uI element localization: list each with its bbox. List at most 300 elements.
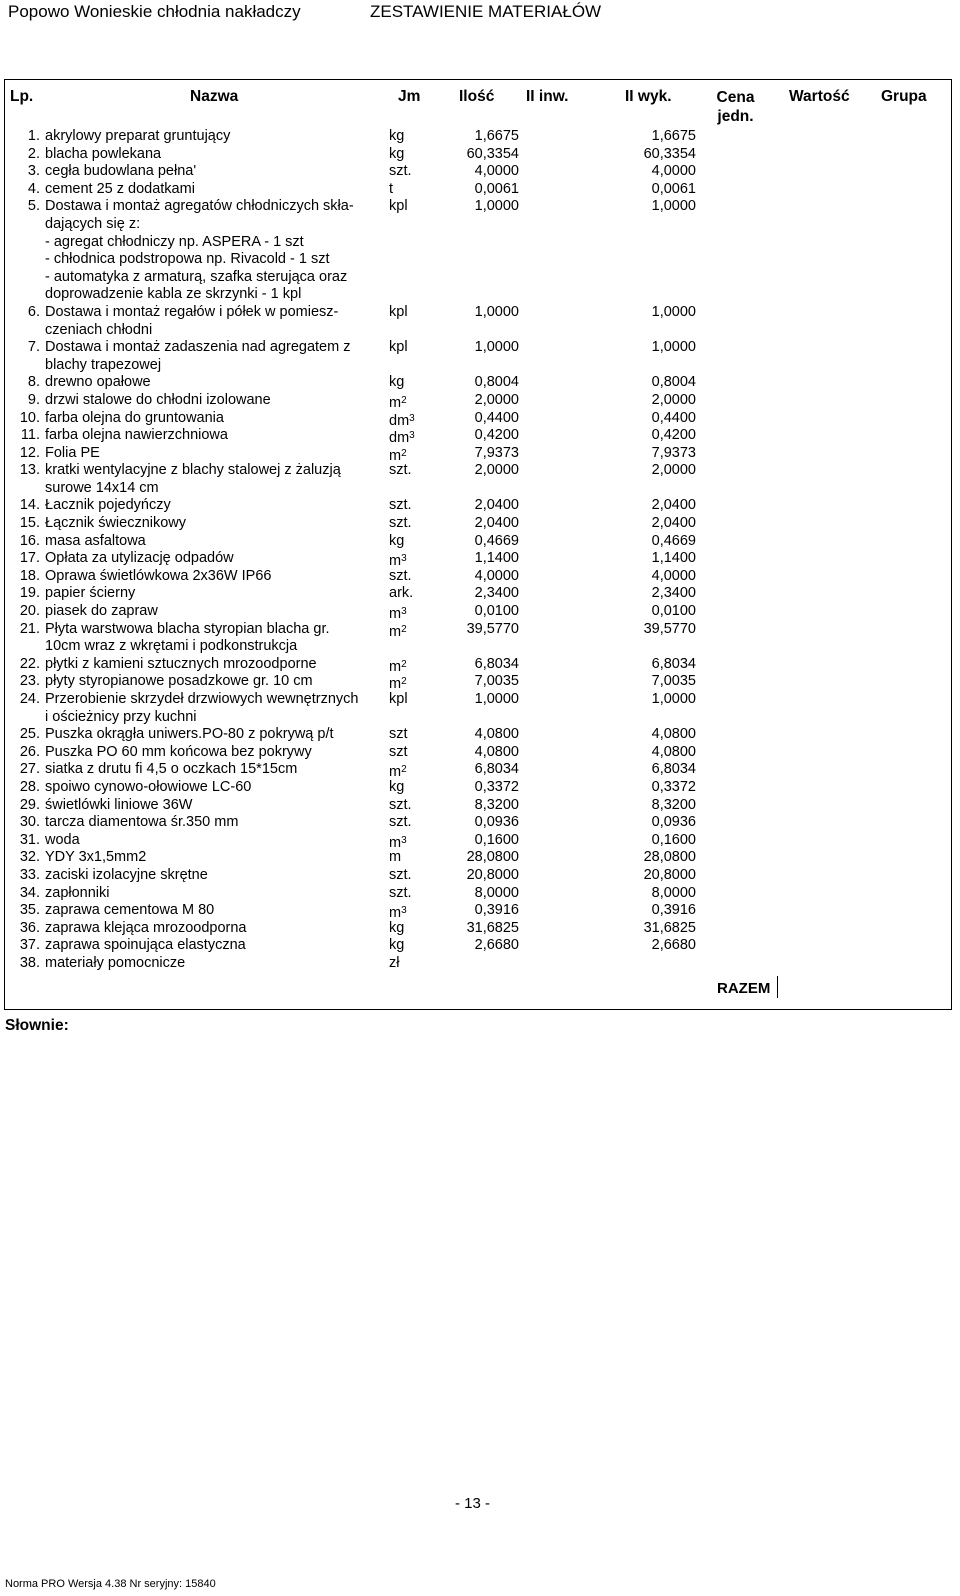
row-ilosc: 1,0000 (474, 303, 519, 320)
row-jm (389, 198, 408, 216)
row-lp: 12. (19, 444, 40, 461)
row-name-line: masa asfaltowa (45, 532, 146, 549)
row-name-line: drewno opałowe (45, 374, 151, 391)
row-jm-exponent: 2 (401, 623, 407, 635)
row-name-line: zapłonniki (45, 884, 110, 901)
row-ii-wyk: 1,0000 (651, 339, 696, 356)
row-ilosc: 1,6675 (474, 128, 519, 144)
row-jm (389, 515, 412, 533)
row-jm-unit: m (389, 764, 402, 781)
row-name (45, 603, 383, 621)
page-number: - 13 - (455, 1495, 491, 1512)
row-name-line: blacha powlekana (45, 145, 162, 162)
row-name-line: zaprawa cementowa M 80 (45, 902, 215, 919)
row-jm-unit: dm (389, 430, 410, 447)
row-ii-wyk: 2,0000 (651, 391, 696, 408)
page-header (8, 2, 948, 26)
row-name (45, 585, 383, 603)
row-lp: 15. (19, 515, 40, 532)
column-header-nazwa: Nazwa (190, 88, 239, 105)
row-lp: 19. (19, 585, 40, 602)
row-name-line: Łacznik pojedyńczy (45, 497, 171, 514)
table-row (0, 392, 960, 410)
row-ilosc: 2,0000 (474, 391, 519, 408)
row-lp: 9. (27, 391, 40, 408)
row-ii-wyk: 4,0800 (651, 743, 696, 760)
row-lp: 25. (19, 726, 40, 743)
row-ii-wyk: 1,6675 (651, 128, 696, 144)
report-title: ZESTAWIENIE MATERIAŁÓW (370, 2, 602, 21)
column-header-grupa: Grupa (881, 88, 927, 105)
row-ilosc: 0,8004 (474, 374, 519, 391)
row-jm-unit: dm (389, 412, 410, 429)
row-ilosc: 0,0061 (474, 180, 519, 197)
table-row (0, 937, 960, 955)
row-ilosc: 8,3200 (474, 796, 519, 813)
row-jm (389, 691, 408, 709)
table-row (0, 867, 960, 885)
row-name-line: Puszka PO 60 mm końcowa bez pokrywy (45, 743, 312, 760)
table-row (0, 497, 960, 515)
row-name-line: doprowadzenie kabla ze skrzynki - 1 kpl (45, 286, 302, 303)
table-row (0, 410, 960, 428)
row-jm (389, 568, 412, 586)
row-jm-unit: szt. (389, 814, 412, 831)
row-jm-unit: kg (389, 532, 405, 549)
row-ii-wyk: 0,4669 (651, 532, 696, 549)
table-row (0, 902, 960, 920)
row-lp: 23. (19, 673, 40, 690)
row-jm-unit: szt. (389, 567, 412, 584)
row-ii-wyk: 7,0035 (651, 673, 696, 690)
row-ilosc: 31,6825 (466, 919, 519, 936)
row-ii-wyk: 1,0000 (651, 198, 696, 215)
table-row (0, 920, 960, 938)
row-ilosc: 1,0000 (474, 339, 519, 356)
table-row (0, 128, 960, 146)
row-lp: 26. (19, 743, 40, 760)
table-bottom-border (4, 1009, 952, 1010)
row-ii-wyk: 0,0061 (651, 180, 696, 197)
row-name-line: drzwi stalowe do chłodni izolowane (45, 391, 271, 408)
column-header-ii-inw: II inw. (526, 88, 569, 105)
row-lp: 22. (19, 655, 40, 672)
document-title: Popowo Wonieskie chłodnia nakładczy (8, 2, 301, 21)
row-name-line: czeniach chłodni (45, 321, 153, 338)
row-name-line: Przerobienie skrzydeł drzwiowych wewnętrznych (45, 691, 359, 707)
row-jm-exponent: 3 (409, 412, 415, 424)
row-ii-wyk: 39,5770 (643, 620, 696, 637)
row-ii-wyk: 0,4400 (651, 409, 696, 426)
row-name-line: siatka z drutu fi 4,5 o oczkach 15*15cm (45, 761, 298, 778)
row-ilosc: 0,4400 (474, 409, 519, 426)
row-jm-unit: szt. (389, 866, 412, 883)
table-row (0, 198, 960, 304)
slownie-label: Słownie: (5, 1017, 69, 1034)
row-ilosc: 1,0000 (474, 198, 519, 215)
row-jm (389, 497, 412, 515)
row-lp: 4. (27, 180, 40, 197)
column-header-jm: Jm (398, 88, 421, 105)
row-lp: 37. (19, 937, 40, 954)
row-jm (389, 885, 412, 903)
row-ilosc: 0,4669 (474, 532, 519, 549)
row-jm-unit: m (389, 905, 402, 922)
row-jm-unit: m (389, 658, 402, 675)
table-row (0, 673, 960, 691)
row-name-line: Folia PE (45, 444, 100, 461)
row-name-line: surowe 14x14 cm (45, 479, 159, 496)
row-lp: 11. (20, 427, 40, 444)
row-ilosc: 60,3354 (466, 145, 519, 162)
row-name (45, 445, 383, 463)
row-jm (389, 779, 404, 797)
row-ii-wyk: 1,0000 (651, 303, 696, 320)
row-ii-wyk: 0,0100 (651, 603, 696, 620)
row-ii-wyk: 0,8004 (651, 374, 696, 391)
row-name (45, 163, 383, 181)
row-ii-wyk: 2,6680 (651, 937, 696, 954)
row-name (45, 849, 383, 867)
row-jm-unit: szt (389, 726, 408, 743)
row-ilosc: 0,0936 (474, 814, 519, 831)
row-jm (389, 920, 404, 938)
row-jm-exponent: 3 (401, 553, 407, 565)
row-jm-exponent: 3 (401, 606, 407, 618)
row-ilosc: 20,8000 (466, 866, 519, 883)
row-jm-exponent: 3 (409, 430, 415, 442)
row-name (45, 867, 383, 885)
row-jm-exponent: 2 (401, 676, 407, 688)
row-name-line: - chłodnica podstropowa np. Rivacold - 1 szt (45, 251, 330, 268)
row-jm (389, 585, 413, 603)
row-ilosc: 7,9373 (474, 444, 519, 461)
row-jm-unit: m (389, 606, 402, 623)
table-row (0, 550, 960, 568)
row-jm-unit: t (389, 180, 394, 197)
row-jm (389, 128, 404, 146)
row-jm (389, 937, 404, 955)
row-lp: 13. (19, 462, 40, 479)
row-name (45, 902, 383, 920)
row-jm-unit: kg (389, 374, 405, 391)
row-ilosc: 0,4200 (474, 427, 519, 444)
row-lp: 34. (19, 884, 40, 901)
row-lp: 2. (27, 145, 40, 162)
row-jm (389, 181, 393, 199)
row-name (45, 779, 383, 797)
row-name-line: papier ścierny (45, 585, 136, 602)
row-lp: 31. (19, 831, 40, 848)
row-name-line: Opłata za utylizację odpadów (45, 550, 234, 567)
row-lp: 33. (19, 866, 40, 883)
table-row (0, 146, 960, 164)
row-ii-wyk: 0,3916 (651, 902, 696, 919)
row-ilosc: 2,3400 (474, 585, 519, 602)
row-name (45, 304, 383, 339)
row-ii-wyk: 0,3372 (651, 778, 696, 795)
row-name-line: spoiwo cynowo-ołowiowe LC-60 (45, 778, 252, 795)
row-name (45, 673, 383, 691)
table-row (0, 832, 960, 850)
row-lp: 1. (27, 128, 40, 144)
row-ii-wyk: 4,0800 (651, 726, 696, 743)
row-ii-wyk: 4,0000 (651, 567, 696, 584)
row-name-line: akrylowy preparat gruntujący (45, 128, 231, 144)
row-ilosc: 2,0400 (474, 515, 519, 532)
software-footer: Norma PRO Wersja 4.38 Nr seryjny: 15840 (5, 1578, 216, 1590)
row-jm-exponent: 2 (401, 394, 407, 406)
row-jm-unit: kpl (389, 303, 408, 320)
row-jm (389, 462, 412, 480)
row-ii-wyk: 31,6825 (643, 919, 696, 936)
row-lp: 21. (19, 620, 40, 637)
table-row (0, 603, 960, 621)
row-name-line: YDY 3x1,5mm2 (45, 849, 147, 866)
row-name (45, 128, 383, 146)
row-name-line: tarcza diamentowa śr.350 mm (45, 814, 239, 831)
row-name-line: dających się z: (45, 215, 141, 232)
table-row (0, 339, 960, 374)
row-lp: 3. (27, 163, 40, 180)
table-row (0, 585, 960, 603)
table-row (0, 849, 960, 867)
row-jm (389, 621, 407, 642)
column-header-lp: Lp. (10, 88, 34, 105)
row-jm (389, 146, 404, 164)
razem-label: RAZEM (717, 980, 771, 997)
row-name-line: Oprawa świetlówkowa 2x36W IP66 (45, 567, 272, 584)
row-lp: 24. (19, 691, 40, 707)
row-jm (389, 867, 412, 885)
row-jm-exponent: 2 (401, 447, 407, 459)
row-lp: 18. (19, 567, 40, 584)
table-row (0, 445, 960, 463)
row-name-line: Dostawa i montaż regałów i półek w pomiesz- (45, 303, 339, 320)
row-jm (389, 533, 404, 551)
row-name-line: płyty styropianowe posadzkowe gr. 10 cm (45, 673, 313, 690)
table-row (0, 814, 960, 832)
table-row (0, 427, 960, 445)
row-jm-unit: m (389, 834, 402, 851)
row-name-line: Płyta warstwowa blacha styropian blacha gr. (45, 620, 330, 637)
row-jm-unit: szt (389, 743, 408, 760)
row-lp: 8. (27, 374, 40, 391)
row-lp: 36. (19, 919, 40, 936)
row-name (45, 937, 383, 955)
row-name-line: Łącznik świecznikowy (45, 515, 187, 532)
table-row (0, 761, 960, 779)
row-ii-wyk: 0,1600 (651, 831, 696, 848)
column-header-ii-wyk: II wyk. (625, 88, 672, 105)
row-ilosc: 8,0000 (474, 884, 519, 901)
row-name (45, 691, 383, 726)
row-name (45, 339, 383, 374)
row-ilosc: 4,0800 (474, 726, 519, 743)
row-jm-unit: szt. (389, 796, 412, 813)
table-header (0, 88, 960, 128)
row-ilosc: 0,3916 (474, 902, 519, 919)
row-name (45, 410, 383, 428)
row-ilosc: 2,0400 (474, 497, 519, 514)
row-ilosc: 2,0000 (474, 462, 519, 479)
table-row (0, 656, 960, 674)
row-lp: 27. (19, 761, 40, 778)
table-row (0, 515, 960, 533)
row-name (45, 656, 383, 674)
row-name-line: zaprawa spoinująca elastyczna (45, 937, 246, 954)
row-name-line: cegła budowlana pełna' (45, 163, 197, 180)
row-name-line: Dostawa i montaż zadaszenia nad agregatem z (45, 339, 351, 356)
row-ii-wyk: 20,8000 (643, 866, 696, 883)
row-lp: 30. (19, 814, 40, 831)
row-lp: 7. (27, 339, 40, 356)
row-name (45, 392, 383, 410)
row-ii-wyk: 6,8034 (651, 655, 696, 672)
row-lp: 38. (19, 954, 40, 971)
table-row (0, 621, 960, 656)
row-ilosc: 7,0035 (474, 673, 519, 690)
table-row (0, 181, 960, 199)
razem-divider (777, 976, 778, 998)
row-jm-unit: kg (389, 778, 405, 795)
row-name (45, 181, 383, 199)
column-header-cena (713, 88, 758, 126)
row-lp: 6. (27, 303, 40, 320)
row-name-line: farba olejna nawierzchniowa (45, 427, 228, 444)
row-ilosc: 6,8034 (474, 655, 519, 672)
table-row (0, 691, 960, 726)
row-jm-unit: m (389, 849, 402, 866)
row-lp: 32. (19, 849, 40, 866)
row-name-line: Dostawa i montaż agregatów chłodniczych skła- (45, 198, 354, 215)
row-lp: 29. (19, 796, 40, 813)
row-ii-wyk: 2,0000 (651, 462, 696, 479)
row-lp: 5. (27, 198, 40, 215)
column-header-ilosc: Ilość (459, 88, 495, 105)
row-ii-wyk: 7,9373 (651, 444, 696, 461)
row-jm-unit: m (389, 553, 402, 570)
table-row (0, 568, 960, 586)
row-name-line: - agregat chłodniczy np. ASPERA - 1 szt (45, 233, 304, 250)
row-name (45, 814, 383, 832)
row-jm (389, 849, 401, 867)
row-name (45, 550, 383, 568)
row-name (45, 374, 383, 392)
row-lp: 17. (19, 550, 40, 567)
column-header-wartosc: Wartość (789, 88, 850, 105)
row-jm-unit: kg (389, 937, 405, 954)
row-jm-unit: kpl (389, 691, 408, 707)
row-name (45, 198, 383, 304)
row-ii-wyk: 60,3354 (643, 145, 696, 162)
table-row (0, 163, 960, 181)
row-ii-wyk: 2,0400 (651, 497, 696, 514)
row-jm-unit: szt. (389, 515, 412, 532)
table-row (0, 885, 960, 903)
row-ii-wyk: 8,0000 (651, 884, 696, 901)
column-header-cena-line2: jedn. (717, 108, 754, 125)
row-lp: 35. (19, 902, 40, 919)
table-row (0, 726, 960, 744)
row-ii-wyk: 2,0400 (651, 515, 696, 532)
row-name-line: - automatyka z armaturą, szafka sterująca oraz (45, 268, 348, 285)
row-jm-unit: szt. (389, 163, 412, 180)
row-name-line: cement 25 z dodatkami (45, 180, 195, 197)
row-name (45, 533, 383, 551)
row-jm-exponent: 3 (401, 905, 407, 917)
row-jm (389, 814, 412, 832)
row-ii-wyk: 0,4200 (651, 427, 696, 444)
row-name (45, 621, 383, 656)
row-jm-exponent: 2 (401, 764, 407, 776)
row-name-line: 10cm wraz z wkrętami i podkonstrukcja (45, 638, 298, 655)
row-jm-unit: kpl (389, 198, 408, 215)
row-jm (389, 163, 412, 181)
row-ii-wyk: 2,3400 (651, 585, 696, 602)
row-name-line: materiały pomocnicze (45, 954, 186, 971)
table-row (0, 955, 960, 973)
row-name-line: płytki z kamieni sztucznych mrozoodporne (45, 655, 317, 672)
row-name-line: kratki wentylacyjne z blachy stalowej z żaluzją (45, 462, 341, 479)
row-ilosc: 28,0800 (466, 849, 519, 866)
column-header-cena-line1: Cena (716, 89, 755, 106)
row-name (45, 568, 383, 586)
row-name (45, 462, 383, 497)
row-name (45, 832, 383, 850)
row-lp: 10. (19, 409, 40, 426)
row-lp: 28. (19, 778, 40, 795)
row-jm-unit: m (389, 623, 402, 640)
row-ii-wyk: 8,3200 (651, 796, 696, 813)
row-ilosc: 39,5770 (466, 620, 519, 637)
row-jm-exponent: 3 (401, 834, 407, 846)
row-name (45, 955, 383, 973)
table-row (0, 744, 960, 762)
row-name (45, 146, 383, 164)
table-row (0, 797, 960, 815)
row-name (45, 744, 383, 762)
row-name (45, 761, 383, 779)
row-name (45, 920, 383, 938)
row-jm-unit: zł (389, 954, 400, 971)
row-ilosc: 4,0800 (474, 743, 519, 760)
row-name-line: i ościeżnicy przy kuchni (45, 708, 197, 725)
row-name-line: świetlówki liniowe 36W (45, 796, 193, 813)
row-ii-wyk: 6,8034 (651, 761, 696, 778)
row-ilosc: 4,0000 (474, 163, 519, 180)
row-lp: 14. (19, 497, 40, 514)
row-jm-unit: m (389, 447, 402, 464)
row-ilosc: 2,6680 (474, 937, 519, 954)
row-name (45, 497, 383, 515)
materials-table-body (0, 128, 960, 973)
row-lp: 16. (19, 532, 40, 549)
row-ii-wyk: 1,1400 (651, 550, 696, 567)
row-lp: 20. (19, 603, 40, 620)
row-name (45, 726, 383, 744)
row-name-line: woda (45, 831, 80, 848)
row-ii-wyk: 0,0936 (651, 814, 696, 831)
table-row (0, 374, 960, 392)
row-jm (389, 797, 412, 815)
row-ilosc: 0,1600 (474, 831, 519, 848)
table-row (0, 304, 960, 339)
row-jm (389, 744, 408, 762)
row-name-line: zaprawa klejąca mrozoodporna (45, 919, 247, 936)
row-name-line: zaciski izolacyjne skrętne (45, 866, 208, 883)
row-jm-unit: ark. (389, 585, 414, 602)
